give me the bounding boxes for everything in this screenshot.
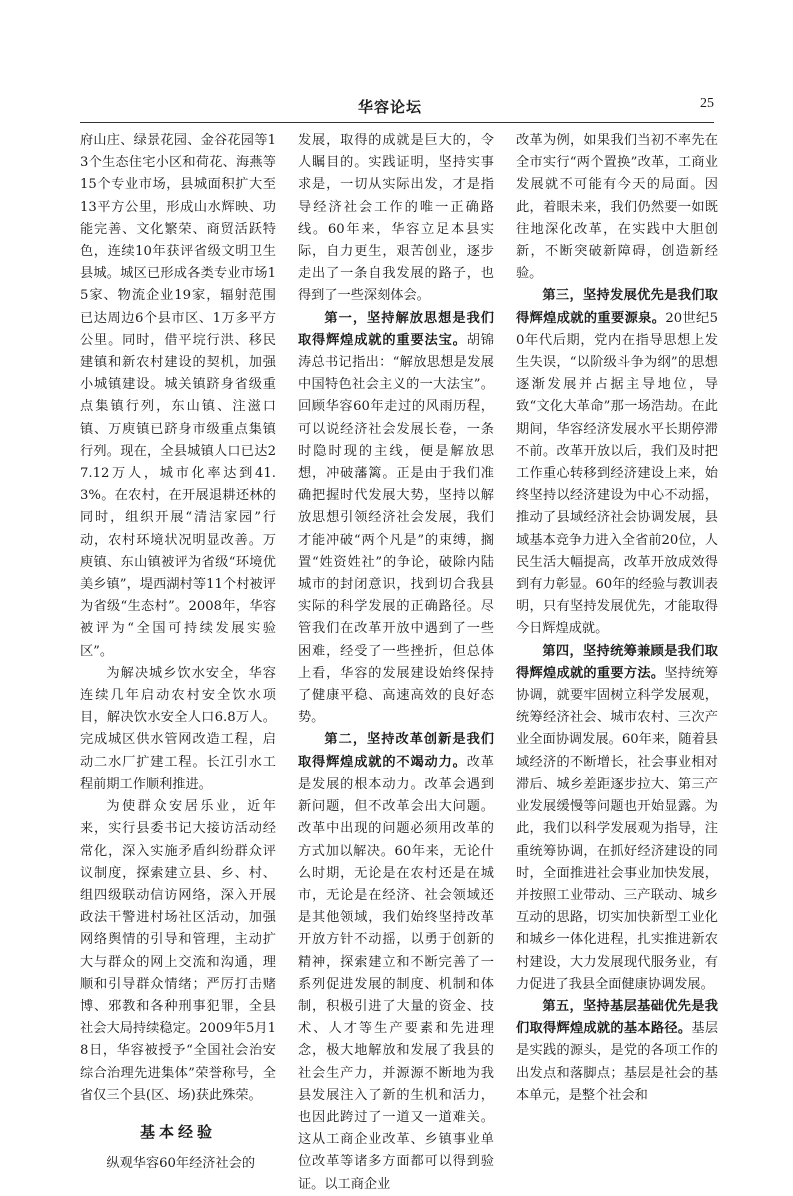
paragraph: [516, 285, 718, 640]
column-left: [80, 130, 276, 1175]
journal-title: 华容论坛: [357, 98, 422, 116]
paragraph: 发展，取得的成就是巨大的，令人瞩目的。实践证明，坚持实事求是，一切从实际出发，才是指导经济社会工作的唯一正确路线。60年来，华容立足本县实际，自力更生，艰苦创业，逐步走出了一条自我发展的路子，也得到了一些深刻体会。: [298, 133, 494, 304]
paragraph: 为解决城乡饮水安全，华容连续几年启动农村安全饮水项目，解决饮水安全人口6.8万人。完成城区供水管网改造工程，启动二水厂扩建工程。长江引水工程前期工作顺利推进。: [80, 665, 276, 792]
point-heading: 第一，坚持解放思想是我们取得辉煌成就的重要法宝。: [298, 310, 494, 348]
point-heading: 第四，坚持统筹兼顾是我们取得辉煌成就的重要方法。: [516, 643, 718, 681]
point-heading: 第五，坚持基层基础优先是我们取得辉煌成就的基本路径。: [516, 998, 718, 1037]
paragraph: [298, 308, 494, 730]
paragraph-text: 胡锦涛总书记指出：“解放思想是发展中国特色社会主义的一大法宝”。回顾华容60年走过的风雨历程，可以说经济社会发展长卷，一条时隐时现的主线，便是解放思想，冲破藩篱。正是由于我们准确把握时代发展大势，坚持以解放思想引领经济社会发展，我们才能冲破“两个凡是”的束缚，搁置“姓资姓社”的争论，破除内陆城市的封闭意识，找到切合我县实际的科学发展的正确路径。尽管我们在改革开放中遇到了一些困难，经受了一些挫折，但总体上看，华容的发展建设始终保持了健康平稳、高速高效的良好态势。: [298, 332, 494, 726]
header-divider: [80, 122, 714, 123]
paragraph-text: 20世纪50年代后期，党内在指导思想上发生失误，“以阶级斗争为纲”的思想逐渐发展并占据主导地位，导致“文化大革命”那一场浩劫。在此期间，华容经济发展水平长期停滞不前。改革开放以后，我们及时把工作重心转移到经济建设上来，始终坚持以经济建设为中心不动摇，推动了县域经济社会协调发展，县域基本竞争力进入全省前20位，人民生活大幅提高，改革开放成效得到有力彰显。60年的经验与教训表明，只有坚持发展优先，才能取得今日辉煌成就。: [516, 310, 719, 637]
paragraph: [516, 641, 718, 996]
paragraph-text: 坚持统筹协调，就要牢固树立科学发展观，统筹经济社会、城市农村、三次产业全面协调发展。60年来，随着县域经济的不断增长，社会事业相对滞后、城乡差距逐步拉大、第三产业发展缓慢等问题也开始显露。为此，我们以科学发展观为指导，注重统筹协调，在抓好经济建设的同时，全面推进社会事业加快发展，并按照工业带动、三产联动、城乡互动的思路，切实加快新型工业化和城乡一体化进程，扎实推进新农村建设，大力发展现代服务业，有力促进了我县全面健康协调发展。: [516, 665, 719, 992]
section-heading: 基本经验: [139, 1122, 216, 1141]
paragraph-text: 改革是发展的根本动力。改革会遇到新问题，但不改革会出大问题。改革中出现的问题必须用改革的方式加以解决。60年来，无论什么时期，无论是在农村还是在城市，无论是在经济、社会领域还是其他领域，我们始终坚持改革开放方针不动摇，以勇于创新的精神，探索建立和不断完善了一系列促进发展的制度、机制和体制，积极引进了大量的资金、技术、人才等生产要素和先进理念，极大地解放和发展了我县的社会生产力，并源源不断地为我县发展注入了新的生机和活力，也因此跨过了一道又一道难关。这从工商企业改革、乡镇事业单位改革等诸多方面都可以得到验证。以工商企业: [298, 754, 494, 1192]
paragraph: [516, 996, 718, 1107]
paragraph: 改革为例，如果我们当初不率先在全市实行“两个置换”改革，工商业发展就不可能有今天的局面。因此，着眼未来，我们仍然要一如既往地深化改革，在实践中大胆创新，不断突破新障碍，创造新经验。: [516, 133, 718, 282]
page-header: [80, 96, 714, 120]
paragraph: [298, 729, 494, 1195]
paragraph-text: 基层是实践的源头，是党的各项工作的出发点和落脚点；基层是社会的基本单元，是整个社会和: [516, 1021, 719, 1103]
page-number: 25: [700, 96, 714, 111]
point-heading: 第三，坚持发展优先是我们取得辉煌成就的重要源泉。: [516, 288, 718, 326]
column-middle: [298, 130, 494, 1196]
paragraph: 府山庄、绿景花园、金谷花园等13个生态住宅小区和荷花、海燕等15个专业市场，县城面积扩大至13平方公里，形成山水辉映、功能完善、文化繁荣、商贸活跃特色，连续10年获评省级文明卫生县城。城区已形成各类专业市场15家、物流企业19家，辐射范围已达周边6个县市区、1万多平方公里。同时，借平垸行洪、移民建镇和新农村建设的契机，加强小城镇建设。城关镇跻身省级重点集镇行列，东山镇、注滋口镇、万庾镇已跻身市级重点集镇行列。现在，全县城镇人口已达27.12万人，城市化率达到41.3%。在农村，在开展退耕还林的同时，组织开展“清洁家园”行动，农村环境状况明显改善。万庾镇、东山镇被评为省级“环境优美乡镇”，堤西湖村等11个村被评为省级“生态村”。2008年，华容被评为“全国可持续发展实验区”。: [80, 133, 276, 659]
point-heading: 第二，坚持改革创新是我们取得辉煌成就的不竭动力。: [298, 732, 494, 770]
column-right: [516, 130, 718, 1107]
paragraph: 纵观华容60年经济社会的: [106, 1156, 256, 1172]
paragraph: 为使群众安居乐业，近年来，实行县委书记大接访活动经常化，深入实施矛盾纠纷群众评议制度，探索建立县、乡、村、组四级联动信访网络，深入开展政法干警进村场社区活动，加强网络舆情的引导和管理，主动扩大与群众的网上交流和沟通，理顺和引导群众情绪；严厉打击赌博、邪教和各种刑事犯罪，全县社会大局持续稳定。2009年5月18日，华容被授予“全国社会治安综合治理先进集体”荣誉称号，全省仅三个县(区、场)获此殊荣。: [80, 799, 276, 1103]
